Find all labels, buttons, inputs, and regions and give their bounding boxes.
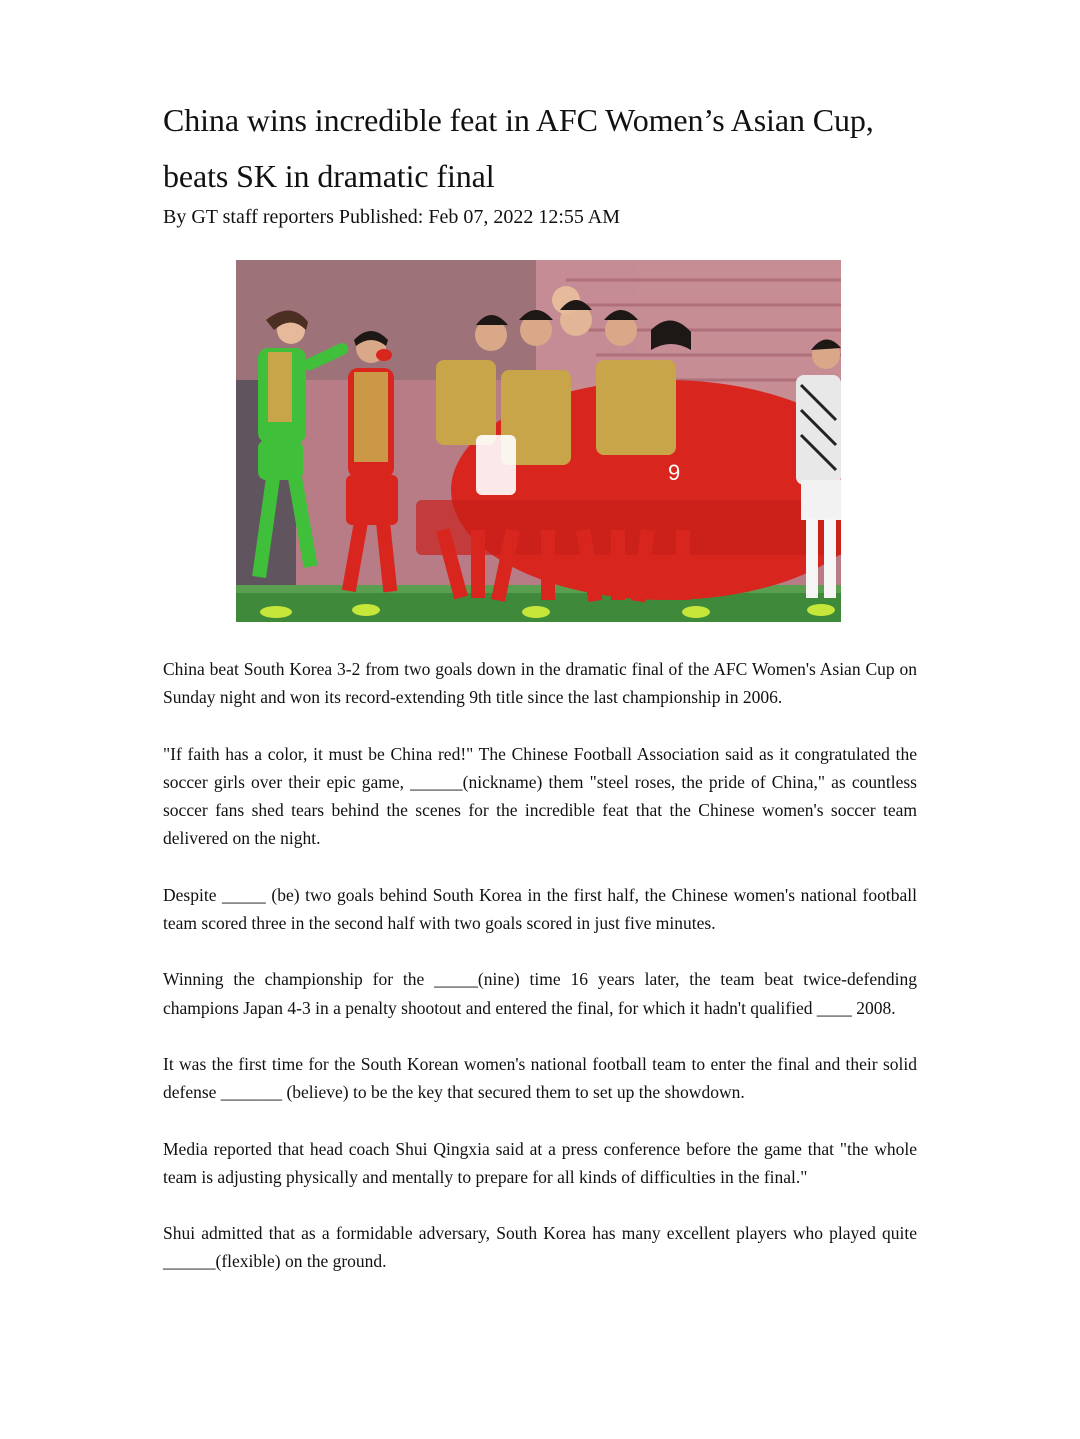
- jersey-number: 9: [668, 460, 681, 485]
- article-byline: By GT staff reporters Published: Feb 07, 2022 12:55 AM: [163, 206, 621, 228]
- article-paragraph-6: Media reported that head coach Shui Qingxia said at a press conference before the game that "the whole team is adjusting physically and mentally to prepare for all kinds of difficulties in the final.": [163, 1138, 917, 1187]
- article-photo: [236, 260, 841, 622]
- article-paragraph-1: China beat South Korea 3-2 from two goals down in the dramatic final of the AFC Women's Asian Cup on Sunday night and won its record-extending 9th title since the last championship in 2006.: [163, 659, 917, 708]
- article-body: [163, 655, 917, 1304]
- article-paragraph-7: Shui admitted that as a formidable adversary, South Korea has many excellent players who played quite ______(flexible) on the ground.: [163, 1223, 917, 1272]
- article-paragraph-3: Despite _____ (be) two goals behind South Korea in the first half, the Chinese women's national football team scored three in the second half with two goals scored in just five minutes.: [163, 884, 917, 934]
- article-title: China wins incredible feat in AFC Women’s Asian Cup, beats SK in dramatic final: [163, 102, 874, 194]
- article-paragraph-4: Winning the championship for the _____(nine) time 16 years later, the team beat twice-defending champions Japan 4-3 in a penalty shootout and entered the final, for which it hadn't qualified ____ 2008.: [163, 969, 917, 1018]
- article-paragraph-5: It was the first time for the South Korean women's national football team to enter the final and their solid defense _______ (believe) to be the key that secured them to set up the showdown.: [163, 1053, 917, 1103]
- article-paragraph-2: "If faith has a color, it must be China red!" The Chinese Football Association said as it congratulated the soccer girls over their epic game, ______(nickname) them "steel roses, the pride of China," as countless soccer fans shed tears behind the scenes for the incredible feat that the Chinese women's soccer team delivered on the night.: [163, 743, 917, 849]
- article-header: [163, 92, 917, 230]
